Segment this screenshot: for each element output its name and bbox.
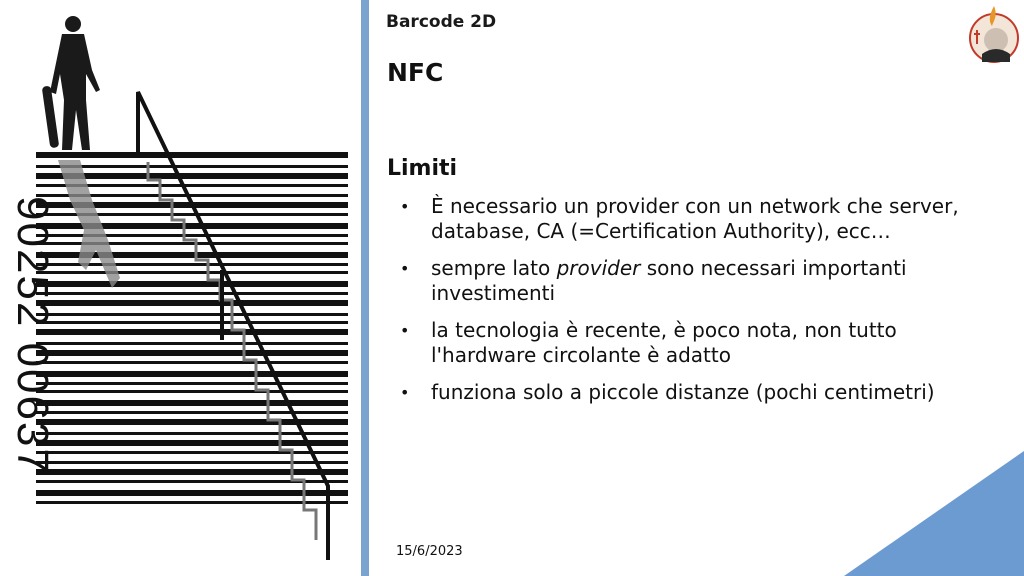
barcode-bar xyxy=(36,382,348,385)
barcode-bar xyxy=(36,300,348,306)
barcode-bar xyxy=(36,490,348,496)
footer-date: 15/6/2023 xyxy=(396,544,463,559)
bullet-text: la tecnologia è recente, è poco nota, non tutto l'hardware circolante è adatto xyxy=(431,318,897,367)
bullet-dot-icon: • xyxy=(400,197,410,216)
barcode-bar xyxy=(36,271,348,274)
barcode-digits: 90252 00637 xyxy=(8,196,57,475)
barcode-bar xyxy=(36,165,348,168)
barcode-bar xyxy=(36,419,348,425)
barcode-bar xyxy=(36,361,348,364)
bullet-item xyxy=(400,256,1000,306)
barcode-bar xyxy=(36,321,348,324)
slide-header: Barcode 2D xyxy=(386,12,497,32)
bullet-dot-icon: • xyxy=(400,259,410,278)
barcode-bar xyxy=(36,501,348,504)
accent-divider xyxy=(361,0,369,576)
barcode-bar xyxy=(36,390,348,393)
barcode-bar xyxy=(36,469,348,475)
corner-triangle-decoration xyxy=(844,451,1024,576)
bullet-text: sempre lato provider sono necessari importanti investimenti xyxy=(431,256,907,305)
bullet-item xyxy=(400,380,1000,405)
section-heading: Limiti xyxy=(387,156,458,181)
barcode-bar xyxy=(36,350,348,356)
slide-title: NFC xyxy=(387,58,444,87)
barcode-bar xyxy=(36,342,348,345)
barcode-bar xyxy=(36,292,348,295)
barcode-bar xyxy=(36,461,348,464)
bullet-dot-icon: • xyxy=(400,321,410,340)
barcode-bar xyxy=(36,371,348,377)
bullet-text: È necessario un provider con un network che server, database, CA (=Certification Authority), ecc… xyxy=(431,194,959,243)
barcode-bar xyxy=(36,440,348,446)
barcode-bar xyxy=(36,411,348,414)
barcode-bar xyxy=(36,329,348,335)
barcode-bar xyxy=(36,400,348,406)
emphasis-text: provider xyxy=(556,256,641,280)
barcode-bar xyxy=(36,451,348,454)
bullet-dot-icon: • xyxy=(400,383,410,402)
bullet-item xyxy=(400,318,1000,368)
bullet-item xyxy=(400,194,1000,244)
bullet-list xyxy=(400,194,1000,417)
barcode-bar xyxy=(36,313,348,316)
barcode-bar xyxy=(36,152,348,158)
logo-seal-icon xyxy=(966,4,1022,64)
barcode-bar xyxy=(36,281,348,287)
bullet-text: funziona solo a piccole distanze (pochi centimetri) xyxy=(431,380,935,404)
person-silhouette-icon xyxy=(42,16,100,150)
barcode-staircase-illustration xyxy=(0,0,360,576)
